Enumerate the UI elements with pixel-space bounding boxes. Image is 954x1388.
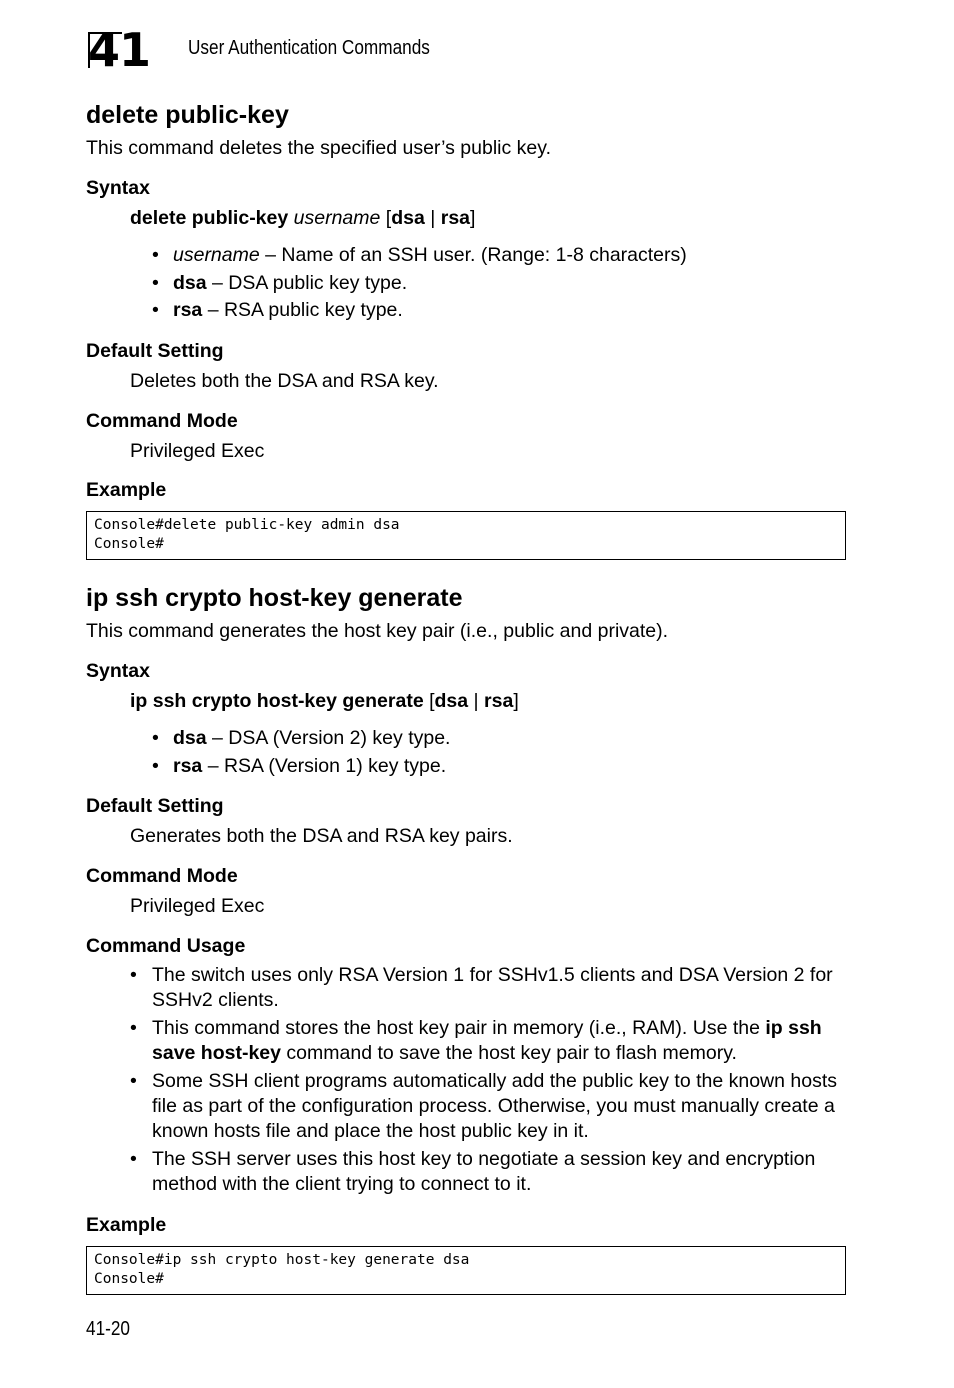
parameter-list [152, 242, 687, 325]
command-mode-text: Privileged Exec [130, 895, 265, 917]
default-setting-heading: Default Setting [86, 795, 224, 817]
command-mode-text: Privileged Exec [130, 440, 265, 462]
command-description: This command generates the host key pair (i.e., public and private). [86, 620, 669, 642]
syntax-opt-dsa: dsa [391, 207, 425, 229]
example-code-block: Console#ip ssh crypto host-key generate dsa Console# [86, 1246, 846, 1295]
command-usage-list [130, 963, 850, 1200]
syntax-separator: | [430, 207, 436, 229]
syntax-open-bracket: [ [385, 207, 392, 229]
param-text: – Name of an SSH user. (Range: 1-8 characters) [259, 244, 687, 266]
param-text: – DSA public key type. [206, 271, 408, 294]
command-description: This command deletes the specified user’s public key. [86, 137, 551, 159]
default-setting-text: Deletes both the DSA and RSA key. [130, 370, 439, 392]
param-term: dsa [173, 727, 207, 749]
default-setting-text: Generates both the DSA and RSA key pairs. [130, 825, 513, 847]
syntax-heading: Syntax [86, 660, 150, 682]
list-item: • The switch uses only RSA Version 1 for SSHv1.5 clients and DSA Version 2 for SSHv2 clients. [130, 963, 850, 1013]
list-item [152, 725, 450, 753]
example-heading: Example [86, 479, 167, 501]
param-term: rsa [173, 299, 203, 321]
syntax-line [130, 207, 475, 230]
syntax-command: delete public-key [130, 207, 289, 229]
list-item: • The SSH server uses this host key to negotiate a session key and encryption method with the client trying to connect to it. [130, 1147, 850, 1197]
example-heading: Example [86, 1214, 167, 1236]
list-item [152, 297, 687, 325]
list-item [152, 270, 687, 298]
param-term: dsa [173, 271, 207, 294]
usage-text: This command stores the host key pair in memory (i.e., RAM). Use the [152, 1017, 766, 1039]
page-number: 41-20 [86, 1318, 130, 1340]
list-item: • Some SSH client programs automatically add the public key to the known hosts file as part of the configuration process. Otherwise, you must manually create a known hosts file and place the host public key in it. [130, 1069, 850, 1144]
usage-text: command to save the host key pair to flash memory. [281, 1042, 737, 1064]
list-item [130, 1016, 850, 1066]
parameter-list [152, 725, 450, 780]
syntax-opt-dsa: dsa [434, 690, 469, 712]
chapter-title: User Authentication Commands [188, 37, 430, 59]
param-term: rsa [173, 754, 203, 777]
list-item [152, 242, 687, 270]
chapter-number: 41 [88, 23, 151, 77]
syntax-arg: username [293, 207, 381, 229]
command-mode-heading: Command Mode [86, 410, 238, 432]
param-text: – RSA (Version 1) key type. [202, 754, 447, 777]
syntax-close-bracket: ] [470, 207, 476, 229]
syntax-opt-rsa: rsa [440, 207, 471, 229]
syntax-command: ip ssh crypto host-key generate [130, 690, 424, 712]
param-term: username [173, 244, 260, 266]
syntax-line [130, 690, 519, 713]
param-text: – RSA public key type. [202, 299, 403, 321]
syntax-open-bracket: [ [429, 690, 435, 712]
syntax-close-bracket: ] [513, 690, 519, 712]
command-usage-heading: Command Usage [86, 935, 246, 957]
default-setting-heading: Default Setting [86, 340, 224, 362]
syntax-heading: Syntax [86, 177, 150, 199]
usage-command-ref: ip ssh save host-key [152, 1017, 822, 1064]
param-text: – DSA (Version 2) key type. [206, 727, 451, 749]
command-mode-heading: Command Mode [86, 865, 238, 887]
syntax-separator: | [473, 690, 479, 712]
example-code-block: Console#delete public-key admin dsa Console# [86, 511, 846, 560]
list-item [152, 753, 450, 781]
syntax-opt-rsa: rsa [484, 690, 514, 712]
command-title-ip-ssh-crypto-host-key-generate: ip ssh crypto host-key generate [86, 584, 463, 612]
command-title-delete-public-key: delete public-key [86, 101, 289, 129]
